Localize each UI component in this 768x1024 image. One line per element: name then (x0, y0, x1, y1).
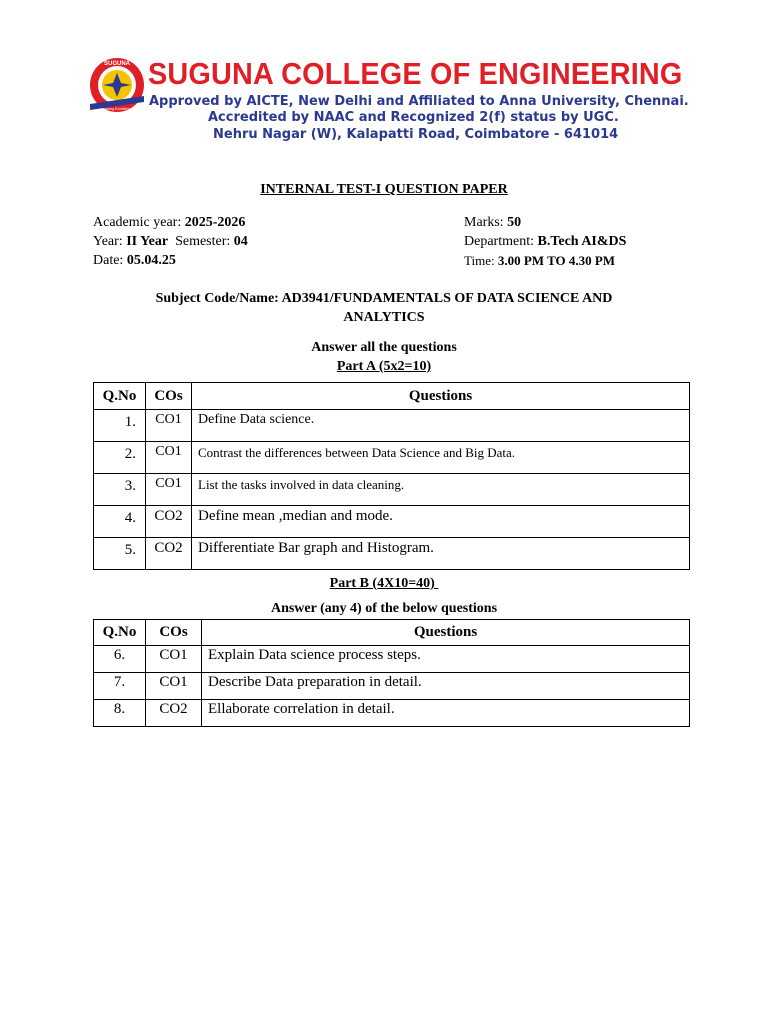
column-header-questions: Questions (192, 383, 690, 410)
subject-line-1: Subject Code/Name: AD3941/FUNDAMENTALS OF DATA SCIENCE AND (155, 291, 613, 306)
college-name: SUGUNA COLLEGE OF ENGINEERING (148, 56, 683, 91)
question-number: 8. (94, 700, 146, 727)
table-header-row (94, 383, 690, 410)
paper-title: INTERNAL TEST-I QUESTION PAPER (260, 182, 508, 197)
marks-label: Marks: (464, 215, 508, 230)
course-outcome: CO2 (146, 506, 192, 538)
table-row (94, 673, 690, 700)
course-outcome: CO2 (146, 700, 202, 727)
table-row (94, 442, 690, 474)
question-number: 6. (94, 646, 146, 673)
question-text: Differentiate Bar graph and Histogram. (192, 538, 690, 570)
date-label: Date: (93, 253, 127, 268)
question-number: 3. (94, 474, 146, 506)
question-number: 7. (94, 673, 146, 700)
column-header-questions: Questions (202, 620, 690, 646)
column-header-cos: COs (146, 383, 192, 410)
question-number: 5. (94, 538, 146, 570)
course-outcome: CO1 (146, 646, 202, 673)
question-text: Contrast the differences between Data Science and Big Data. (192, 442, 690, 474)
department-label: Department: (464, 234, 538, 249)
marks: 50 (507, 215, 522, 230)
logo-text: SUGUNA (103, 61, 131, 67)
academic-year: 2025-2026 (184, 215, 246, 230)
table-row (94, 646, 690, 673)
question-text: Describe Data preparation in detail. (202, 673, 690, 700)
academic-year-label: Academic year: (93, 215, 185, 230)
table-row (94, 410, 690, 442)
meta-right (464, 213, 626, 270)
table-row (94, 474, 690, 506)
department: B.Tech AI&DS (537, 234, 627, 249)
date: 05.04.25 (126, 253, 176, 268)
question-text: Define Data science. (192, 410, 690, 442)
instruction-part-a: Answer all the questions (311, 340, 457, 355)
question-text: Define mean ,median and mode. (192, 506, 690, 538)
year-label: Year: (93, 234, 127, 249)
column-header-qno: Q.No (94, 620, 146, 646)
table-row (94, 700, 690, 727)
subject-line (100, 289, 668, 327)
question-number: 2. (94, 442, 146, 474)
table-header-row (94, 620, 690, 646)
time: 3.00 PM TO 4.30 PM (497, 253, 616, 268)
part-b-heading: Part B (4X10=40) (329, 576, 439, 591)
subject-line-2: ANALYTICS (343, 310, 425, 325)
semester-label: Semester: (168, 234, 234, 249)
course-outcome: CO2 (146, 538, 192, 570)
question-text: Ellaborate correlation in detail. (202, 700, 690, 727)
instruction-part-b: Answer (any 4) of the below questions (270, 601, 498, 616)
question-text: List the tasks involved in data cleaning. (192, 474, 690, 506)
question-text: Explain Data science process steps. (202, 646, 690, 673)
meta-left (93, 213, 248, 270)
table-row (94, 506, 690, 538)
semester: 04 (233, 234, 248, 249)
accreditation-line: Accredited by NAAC and Recognized 2(f) status by UGC. (208, 110, 619, 125)
part-a-heading: Part A (5x2=10) (336, 359, 432, 374)
logo-subtext: Sharing Excellence (102, 107, 132, 111)
year: II Year (126, 234, 169, 249)
course-outcome: CO1 (146, 410, 192, 442)
part-a-table (93, 382, 690, 570)
question-number: 4. (94, 506, 146, 538)
question-number: 1. (94, 410, 146, 442)
part-b-heading-wrap (0, 576, 768, 592)
column-header-qno: Q.No (94, 383, 146, 410)
time-label: Time: (464, 253, 498, 268)
part-b-table (93, 619, 690, 727)
affiliation-line: Approved by AICTE, New Delhi and Affiliated to Anna University, Chennai. (149, 94, 689, 109)
address-line: Nehru Nagar (W), Kalapatti Road, Coimbatore - 641014 (213, 127, 619, 142)
column-header-cos: COs (146, 620, 202, 646)
college-header (88, 56, 688, 146)
course-outcome: CO1 (146, 474, 192, 506)
course-outcome: CO1 (146, 673, 202, 700)
table-row (94, 538, 690, 570)
course-outcome: CO1 (146, 442, 192, 474)
college-logo-icon (88, 56, 146, 114)
